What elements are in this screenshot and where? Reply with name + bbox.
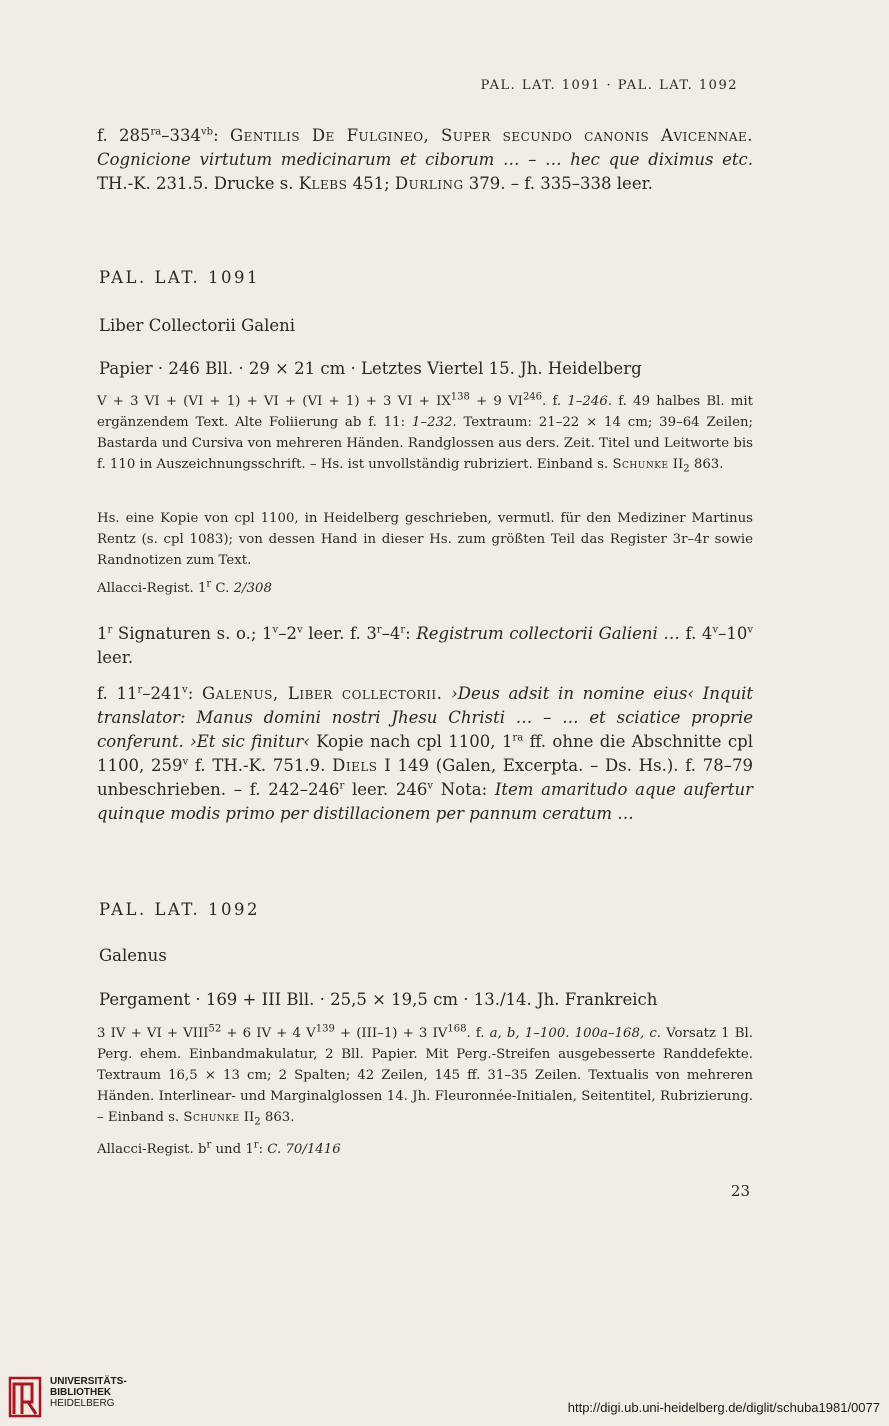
intro-entry: f. $285^{ra}-334^{vb}$: Gentilis De Fulgineo, Super secundo canonis Avicennae. Cognicione virtutum medicinarum et ciborum … – … hec que diximus etc. TH.-K. 231.5. Drucke s. Klebs 451; Durling 379. – f. 335–338 leer. xyxy=(97,126,753,193)
ms1091-history: Hs. eine Kopie von cpl 1100, in Heidelberg geschrieben, vermutl. für den Mediziner Martinus Rentz (s. cpl 1083); von dessen Hand in dieser Hs. zum größten Teil das Register 3r–4r sowie Randnotizen zum Text. xyxy=(97,511,753,568)
ms1091-allacci: Allacci-Regist. 1$^r$ C. 2/308 xyxy=(97,578,272,596)
ms1091-content-2: f. 11$^r$–241$^v$: Galenus, Liber collectorii. ›Deus adsit in nomine eius‹ Inquit translator: Manus domini nostri Jhesu Christi … – … et sciatice proprie conferunt. ›Et sic finitur‹ Kopie nach cpl 1100, $1^{ra}$ ff. ohne die Abschnitte cpl 1100, 259$^v$ f. TH.-K. 751.9. Diels I 149 (Galen, Excerpta. – Ds. Hs.). f. 78–79 unbeschrieben. – f. 242–246$^r$ leer. 246$^v$ Nota: Item amaritudo aque aufertur quinque modis primo per distillacionem per pannum ceratum … xyxy=(97,684,753,823)
university-logo-icon xyxy=(8,1374,44,1420)
incipit: Cognicione virtutum medicinarum et ciborum … – … hec que diximus etc. xyxy=(97,150,753,169)
running-head: PAL. LAT. 1091 · PAL. LAT. 1092 xyxy=(480,78,738,93)
ms1092-allacci: Allacci-Regist. $b^r$ und 1$^r$: C. 70/1416 xyxy=(97,1139,341,1157)
ms1092-title: Galenus xyxy=(99,946,167,965)
library-name: UNIVERSITÄTS- BIBLIOTHEK HEIDELBERG xyxy=(50,1376,127,1409)
ms1092-collation: 3 IV + VI + $VIII^{52} + 6$ IV + 4 $V^{139} + (III-1) + 3$ IV$^{168}$. f. a, b, 1–100. 100a–168, c. Vorsatz 1 Bl. Perg. ehem. Einbandmakulatur, 2 Bll. Papier. Mit Perg.-Streifen ausgebesserte Randdefekte. Textraum 16,5 × 13 cm; 2 Spalten; 42 Zeilen, 145 ff. 31–35 Zeilen. Textualis von mehreren Händen. Interlinear- und Marginalglossen 14. Jh. Fleuronnée-Initialen, Seitentitel, Rubrizierung. – Einband s. Schunke $II_2$ 863. xyxy=(97,1023,753,1128)
ms1091-collation: V + 3 VI + (VI + 1) + VI + (VI + 1) + 3 VI + $IX^{138} + 9$ VI$^{246}$. f. 1–246. f. 49 halbes Bl. mit ergänzendem Text. Alte Foliierung ab f. 11: 1–232. Textraum: 21–22 × 14 cm; 39–64 Zeilen; Bastarda und Cursiva von mehreren Händen. Randglossen aus ders. Zeit. Titel und Leitworte bis f. 110 in Auszeichnungsschrift. – Hs. ist unvollständig rubriziert. Einband s. Schunke $II_2$ 863. xyxy=(97,391,754,475)
page-number: 23 xyxy=(730,1182,750,1200)
ms1091-summary: Papier · 246 Bll. · 29 × 21 cm · Letztes Viertel 15. Jh. Heidelberg xyxy=(99,359,642,378)
author-title: Gentilis De Fulgineo, Super secundo canonis Avicennae. xyxy=(229,126,753,145)
folio-ref: f. 285 xyxy=(97,126,151,145)
ms1091-signature: PAL. LAT. 1091 xyxy=(99,268,260,287)
ms1092-summary: Pergament · 169 + III Bll. · 25,5 × 19,5 cm · 13./14. Jh. Frankreich xyxy=(99,990,658,1009)
ms1091-title: Liber Collectorii Galeni xyxy=(99,316,296,335)
ms1091-content-1: 1$^r$ Signaturen s. o.; 1$^v$–2$^v$ leer. f. 3$^r$–4$^r$: Registrum collectorii Galieni … f. 4$^v$–10$^v$ leer. xyxy=(97,624,753,667)
ms1092-signature: PAL. LAT. 1092 xyxy=(99,900,260,919)
source-url-link[interactable]: http://digi.ub.uni-heidelberg.de/diglit/schuba1981/0077 xyxy=(567,1400,880,1415)
